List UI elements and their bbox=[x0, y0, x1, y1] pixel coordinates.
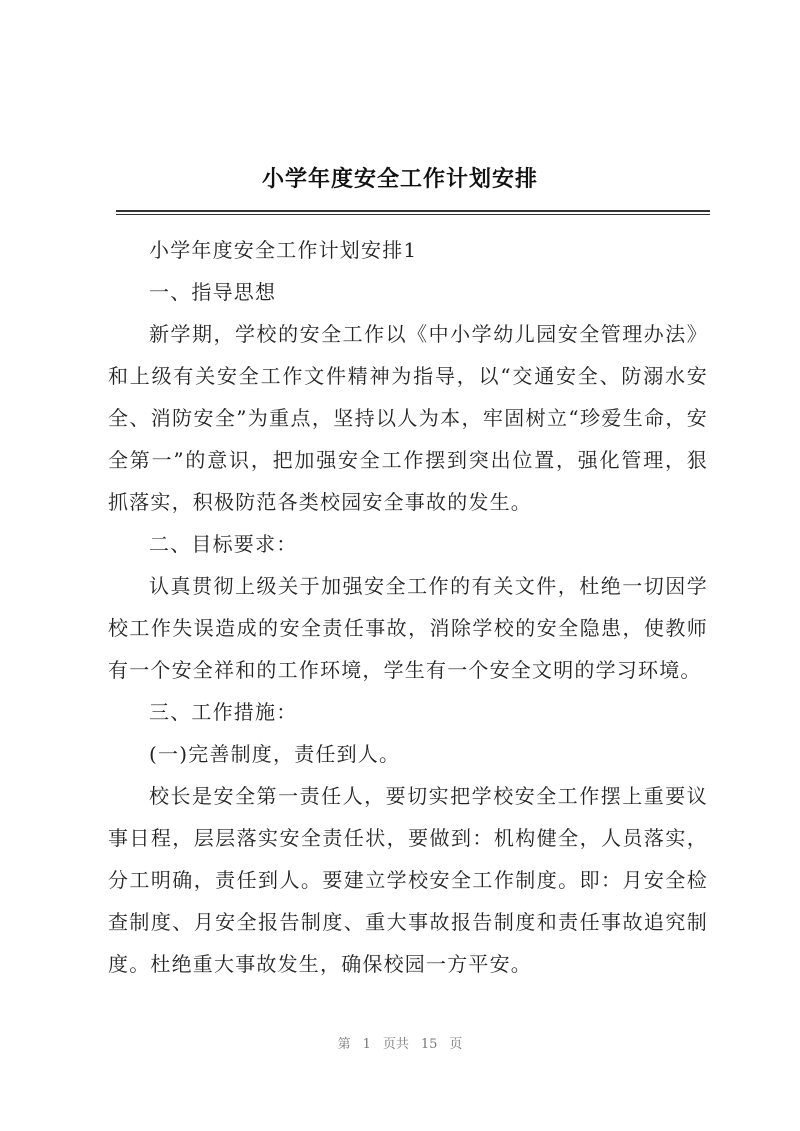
page-label-mid: 页共 bbox=[382, 1037, 409, 1052]
document-body bbox=[108, 229, 708, 985]
section-heading: 二、目标要求： bbox=[149, 532, 298, 556]
page-label-suffix: 页 bbox=[449, 1037, 463, 1052]
section-heading: 一、指导思想 bbox=[149, 280, 277, 304]
page-title: 小学年度安全工作计划安排 bbox=[261, 166, 538, 192]
page-label-prefix: 第 bbox=[337, 1037, 351, 1052]
section-heading: 三、工作措施： bbox=[149, 700, 298, 724]
title-divider bbox=[116, 210, 710, 215]
current-page-number: 1 bbox=[362, 1037, 371, 1052]
total-pages-number: 15 bbox=[420, 1037, 438, 1052]
sub-heading: (一)完善制度，责任到人。 bbox=[149, 742, 401, 766]
section-heading: 小学年度安全工作计划安排1 bbox=[149, 238, 418, 262]
page-footer bbox=[0, 1033, 800, 1052]
body-paragraph: 校长是安全第一责任人，要切实把学校安全工作摆上重要议事日程，层层落实安全责任状，要做到：机构健全，人员落实，分工明确，责任到人。要建立学校安全工作制度。即：月安全检查制度、月安全报告制度、重大事故报告制度和责任事故追究制度。杜绝重大事故发生，确保校园一方平安。 bbox=[108, 784, 708, 976]
body-paragraph: 认真贯彻上级关于加强安全工作的有关文件，杜绝一切因学校工作失误造成的安全责任事故，消除学校的安全隐患，使教师有一个安全祥和的工作环境，学生有一个安全文明的学习环境。 bbox=[108, 574, 708, 682]
body-paragraph: 新学期，学校的安全工作以《中小学幼儿园安全管理办法》和上级有关安全工作文件精神为指导，以“交通安全、防溺水安全、消防安全”为重点，坚持以人为本，牢固树立“珍爱生命，安全第一”的意识，把加强安全工作摆到突出位置，强化管理，狠抓落实，积极防范各类校园安全事故的发生。 bbox=[108, 322, 708, 514]
